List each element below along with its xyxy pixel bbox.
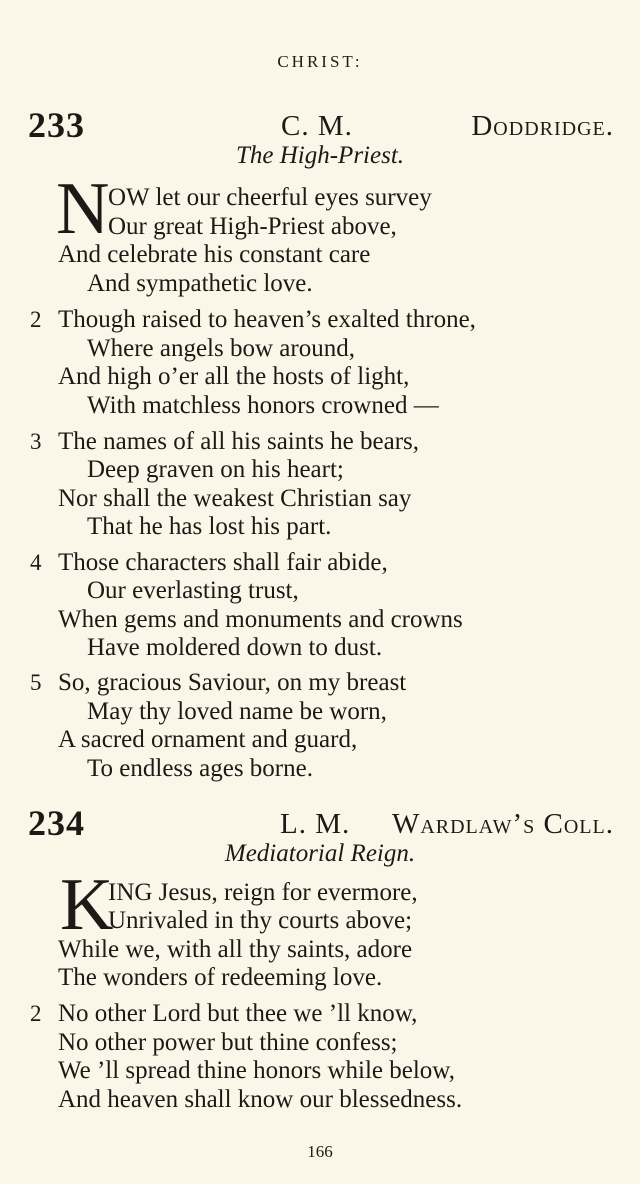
hymn-author: Doddridge.: [471, 110, 614, 142]
verse-number: 2: [30, 1001, 42, 1026]
verse-line: And high o’er all the hosts of light,: [58, 363, 410, 390]
verse-line: When gems and monuments and crowns: [58, 606, 463, 633]
verse-line: Nor shall the weakest Christian say: [58, 485, 412, 512]
verse-line: The names of all his saints he bears,: [58, 428, 420, 455]
hymn-number: 234: [28, 803, 85, 843]
verse-line: Deep graven on his heart;: [87, 456, 344, 483]
verse-line: Unrivaled in thy courts above;: [108, 907, 413, 934]
hymn-author: Wardlaw’s Coll.: [391, 808, 614, 840]
verse-line: To endless ages borne.: [87, 755, 313, 782]
verse-number: 4: [30, 550, 42, 575]
verse-line: That he has lost his part.: [87, 513, 332, 540]
verse-line: We ’ll spread thine honors while below,: [58, 1057, 455, 1084]
verse-line: And heaven shall know our blessedness.: [58, 1086, 463, 1113]
verse-line: The wonders of redeeming love.: [58, 964, 383, 991]
hymn-title: Mediatorial Reign.: [224, 840, 416, 867]
verse-number: 3: [30, 429, 42, 454]
verse-line: OW let our cheerful eyes survey: [108, 184, 432, 211]
verse-line: Our great High-Priest above,: [108, 213, 397, 240]
verse-line: So, gracious Saviour, on my breast: [58, 669, 407, 696]
verse-number: 5: [30, 670, 42, 695]
verse-line: Where angels bow around,: [87, 335, 355, 362]
verse-line: No other Lord but thee we ’ll know,: [58, 1000, 418, 1027]
drop-cap: K: [60, 864, 114, 946]
verse-line: Our everlasting trust,: [87, 577, 299, 604]
hymn-number: 233: [28, 105, 85, 145]
verse-number: 2: [30, 307, 42, 332]
running-head: CHRIST:: [277, 52, 363, 71]
hymn-meter: C. M.: [281, 110, 353, 142]
verse-line: Those characters shall fair abide,: [58, 549, 388, 576]
verse-line: With matchless honors crowned —: [87, 392, 439, 419]
verse-line: May thy loved name be worn,: [87, 698, 387, 725]
hymn-meter: L. M.: [280, 808, 351, 840]
verse-line: And celebrate his constant care: [58, 241, 371, 268]
verse-line: Have moldered down to dust.: [87, 634, 383, 661]
verse-line: And sympathetic love.: [87, 270, 313, 297]
hymn-title: The High-Priest.: [235, 142, 405, 169]
verse-line: ING Jesus, reign for evermore,: [108, 879, 418, 906]
drop-cap: N: [56, 168, 110, 250]
verse-line: A sacred ornament and guard,: [58, 726, 358, 753]
verse-line: Though raised to heaven’s exalted throne,: [58, 306, 476, 333]
page-number: 166: [307, 1142, 333, 1161]
verse-line: While we, with all thy saints, adore: [58, 936, 413, 963]
verse-line: No other power but thine confess;: [58, 1029, 398, 1056]
